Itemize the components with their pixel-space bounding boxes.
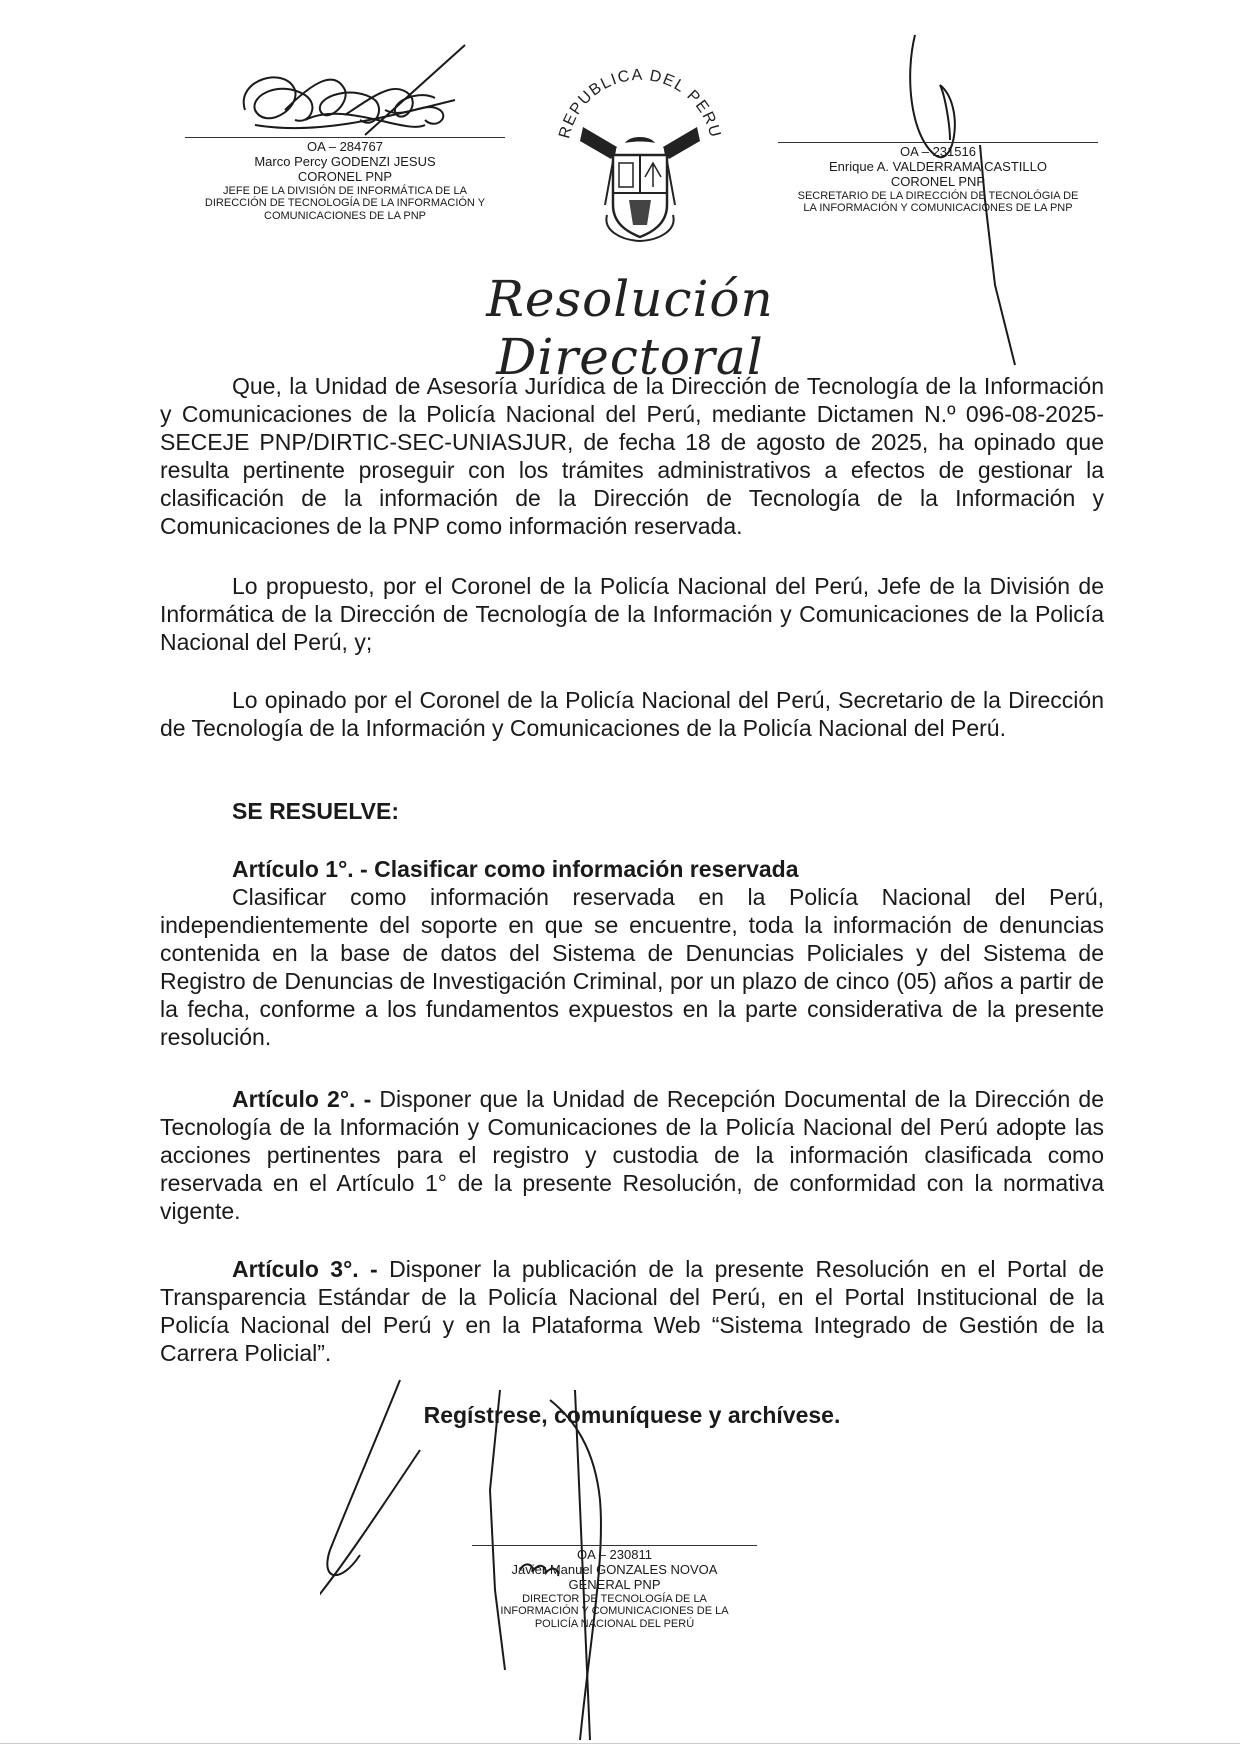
signature-left [225,40,485,150]
svg-text:REPUBLICA DEL PERU [556,67,723,141]
signature-line [185,137,505,138]
signatory-role-line: INFORMACIÓN Y COMUNICACIONES DE LA [500,1605,729,1618]
signatory-role-line: DIRECCIÓN DE TECNOLOGÍA DE LA INFORMACIÓN Y [204,197,486,210]
article-2-label: Artículo 2°. - [232,1086,372,1112]
article-2 [160,1085,1104,1225]
signatory-oa: OA – 284767 [307,139,383,154]
signatory-bottom [472,1545,757,1631]
article-3-body: Disponer la publicación de la presente Resolución en el Portal de Transparencia Estándar de la Policía Nacional del Perú, en el Portal Institucional de la Policía Nacional del Perú y en la Plataforma Web “Sistema Integrado de Gestión de la Carrera Policial”. [160,1256,1104,1366]
paragraph-considerando-3: Lo opinado por el Coronel de la Policía Nacional del Perú, Secretario de la Dirección de Tecnología de la Información y Comunicaciones de la Policía Nacional del Perú. [160,687,1104,741]
article-1 [160,855,1104,1051]
se-resuelve-heading: SE RESUELVE: [232,798,399,824]
signatory-oa: OA – 230811 [577,1547,652,1562]
signatory-role-line: JEFE DE LA DIVISIÓN DE INFORMÁTICA DE LA [223,184,467,197]
signatory-name: Javier Manuel GONZALES NOVOA [511,1561,718,1577]
republica-del-peru-seal [545,55,735,245]
signatory-left [185,137,505,223]
paragraph-considerando-2: Lo propuesto, por el Coronel de la Policía Nacional del Perú, Jefe de la División de Informática de la Dirección de Tecnología de la Información y Comunicaciones de la Policía Nacional del Perú, y; [160,573,1104,655]
article-1-heading: Artículo 1°. - Clasificar como información reservada [232,856,799,882]
signatory-role-line: COMUNICACIONES DE LA PNP [264,210,426,223]
signature-line [778,142,1098,143]
signatory-rank: GENERAL PNP [568,1576,661,1592]
signature-line [472,1545,757,1546]
closing-formula: Regístrese, comuníquese y archívese. [423,1402,841,1428]
signatory-role-line: DIRECTOR DE TECNOLOGÍA DE LA [522,1592,707,1605]
signatory-oa: OA – 231516 [900,144,976,159]
signatory-role-line: LA INFORMACIÓN Y COMUNICACIONES DE LA PNP [803,202,1073,215]
signatory-role-line: SECRETARIO DE LA DIRECCIÓN DE TECNOLÓGIA DE [797,189,1079,202]
document-title: Resolución Directoral [486,270,774,386]
signatory-rank: CORONEL PNP [890,173,986,189]
signatory-right [778,142,1098,215]
article-2-body: Disponer que la Unidad de Recepción Documental de la Dirección de Tecnología de la Información y Comunicaciones de la Policía Nacional del Perú adopte las acciones pertinentes para el registro y custodia de la información clasificada como reservada en el Artículo 1° de la presente Resolución, de conformidad con la normativa vigente. [160,1086,1104,1224]
signatory-name: Enrique A. VALDERRAMA CASTILLO [829,158,1047,174]
signatory-role-line: POLICÍA NACIONAL DEL PERÚ [534,1618,695,1631]
page-bottom-edge [0,1743,1240,1744]
seal-text: REPUBLICA DEL PERU [556,66,724,141]
signatory-rank: CORONEL PNP [297,168,393,184]
article-3-label: Artículo 3°. - [232,1256,378,1282]
signatory-name: Marco Percy GODENZI JESUS [254,153,436,169]
paragraph-considerando-1: Que, la Unidad de Asesoría Jurídica de la Dirección de Tecnología de la Información y Comunicaciones de la Policía Nacional del Perú, mediante Dictamen N.º 096-08-2025-SECEJE PNP/DIRTIC-SEC-UNIASJUR, de fecha 18 de agosto de 2025, ha opinado que resulta pertinente proseguir con los trámites administrativos a efectos de gestionar la clasificación de la información de la Dirección de Tecnología de la Información y Comunicaciones de la PNP como información reservada. [160,373,1104,539]
article-1-body: Clasificar como información reservada en la Policía Nacional del Perú, independientemente del soporte en que se encuentre, toda la información de denuncias contenida en la base de datos del Sistema de Denuncias Policiales y del Sistema de Registro de Denuncias de Investigación Criminal, por un plazo de cinco (05) años a partir de la fecha, conforme a los fundamentos expuestos en la parte considerativa de la presente resolución. [160,884,1104,1050]
